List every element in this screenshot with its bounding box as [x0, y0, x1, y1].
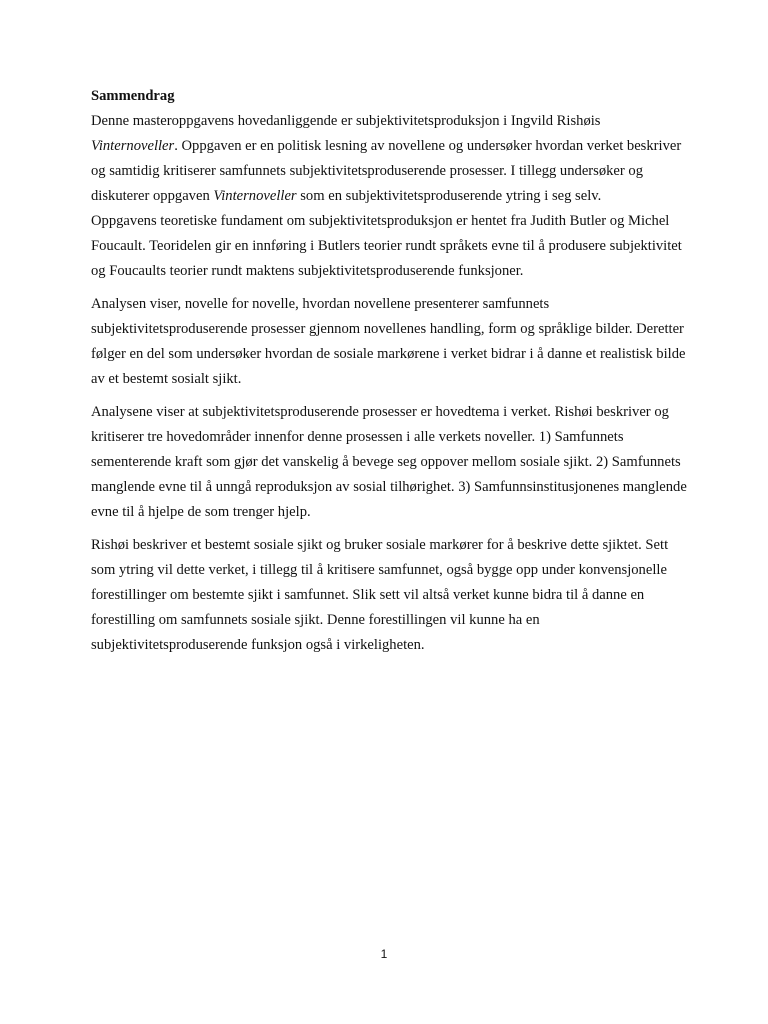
summary-paragraph-1 — [91, 109, 689, 209]
summary-paragraph-3 — [91, 292, 689, 392]
summary-paragraph-5 — [91, 533, 689, 658]
italic-title-run: Vinternoveller — [213, 188, 297, 204]
text-run: . Oppgaven er en politisk lesning av novellene og undersøker hvordan verket beskriver og samtidig kritiserer samfunnets subjektivitetsproduserende prosesser. I tillegg undersøker og diskuterer oppgaven — [91, 138, 682, 204]
section-heading: Sammendrag — [91, 88, 175, 104]
page-number: 1 — [380, 947, 388, 961]
text-run: Rishøi beskriver et bestemt sosiale sjikt og bruker sosiale markører for å beskrive dette sjiktet. Sett som ytring vil dette verket, i tillegg til å kritisere samfunnet, også bygge opp under konvensjonelle forestillinger om bestemte sjikt i samfunnet. Slik sett vil altså verket kunne bidra til å danne en forestilling om samfunnets sosiale sjikt. Denne forestillingen vil kunne ha en subjektivitetsproduserende funksjon også i virkeligheten. — [91, 537, 669, 653]
text-run: Denne masteroppgavens hovedanliggende er subjektivitetsproduksjon i Ingvild Rishøis — [91, 113, 601, 129]
summary-paragraph-2 — [91, 209, 689, 284]
summary-paragraph-4 — [91, 400, 689, 525]
text-run: Analysen viser, novelle for novelle, hvordan novellene presenterer samfunnets subjektivitetsproduserende prosesser gjennom novellenes handling, form og språklige bilder. Deretter følger en del som undersøker hvordan de sosiale markørene i verket bidrar i å danne et realistisk bilde av et bestemt sosialt sjikt. — [91, 296, 686, 387]
text-run: Analysene viser at subjektivitetsproduserende prosesser er hovedtema i verket. Rishøi beskriver og kritiserer tre hovedområder innenfor denne prosessen i alle verkets noveller. 1) Samfunnets sementerende kraft som gjør det vanskelig å bevege seg oppover mellom sosiale sjikt. 2) Samfunnets manglende evne til å unngå reproduksjon av sosial tilhørighet. 3) Samfunnsinstitusjonenes manglende evne til å hjelpe de som trenger hjelp. — [91, 404, 687, 520]
summary-section — [91, 84, 689, 666]
text-run: som en subjektivitetsproduserende ytring i seg selv. — [296, 188, 602, 204]
text-run: Oppgavens teoretiske fundament om subjektivitetsproduksjon er hentet fra Judith Butler og Michel Foucault. Teoridelen gir en innføring i Butlers teorier rundt språkets evne til å produsere subjektivitet og Foucaults teorier rundt maktens subjektivitetsproduserende funksjoner. — [91, 213, 682, 279]
italic-title-run: Vinternoveller — [91, 138, 175, 154]
